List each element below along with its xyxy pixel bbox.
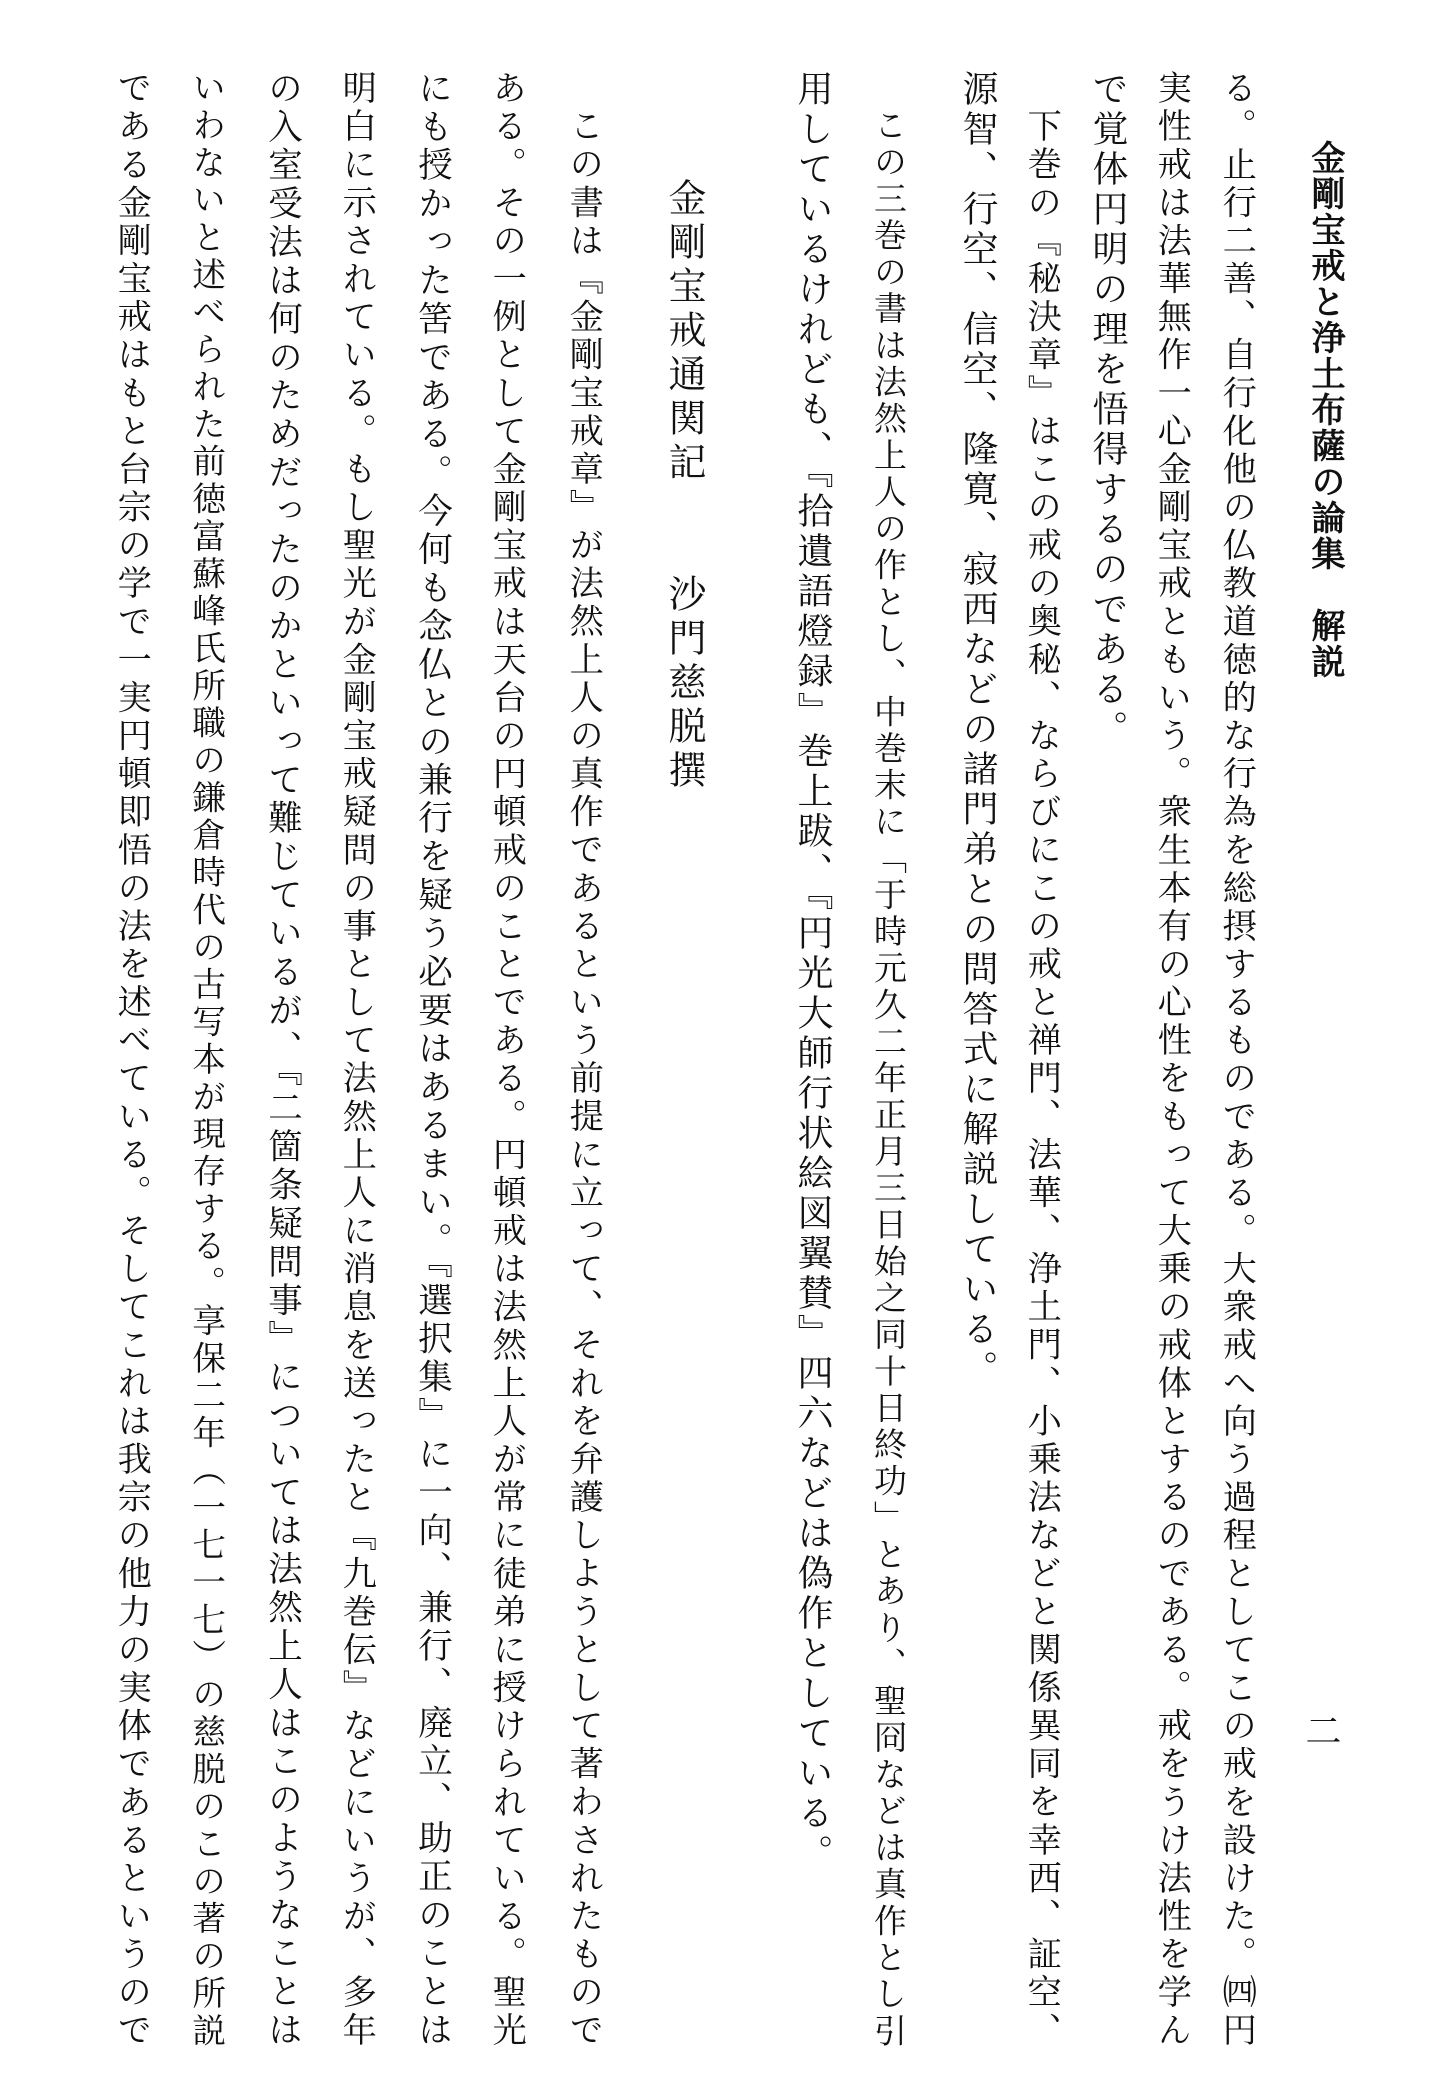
body-line: で覚体円明の理を悟得するのである。 (1087, 70, 1128, 750)
body-line: る。止行二善、自行化他の仏教道徳的な行為を総摂するものである。大衆戒へ向う過程としてこの戒を設けた。㈣円 (1216, 70, 1257, 2051)
running-header-title: 金剛宝戒と浄土布薩の論集 解説 (1305, 140, 1345, 680)
body-line: の入室受法は何のためだったのかといって難じているが、『二箇条疑問事』については法然上人はこのようなことは (261, 70, 302, 2051)
body-line: にも授かった筈である。今何も念仏との兼行を疑う必要はあるまい。『選択集』に一向、兼行、廃立、助正のことは (411, 70, 452, 2051)
body-line: この三巻の書は法然上人の作とし、中巻末に「于時元久二年正月三日始之同十日終功」とあり、聖冏などは真作とし引 (868, 108, 908, 2050)
body-line: 実性戒は法華無作一心金剛宝戒ともいう。衆生本有の心性をもって大乗の戒体とするのである。戒をうけ法性を学ん (1151, 70, 1192, 2051)
body-line: 明白に示されている。もし聖光が金剛宝戒疑問の事として法然上人に消息を送ったと『九巻伝』などにいうが、多年 (336, 70, 377, 2051)
body-line: である金剛宝戒はもと台宗の学で一実円頓即悟の法を述べている。そしてこれは我宗の他力の実体であるというので (111, 70, 152, 2051)
section-heading: 金剛宝戒通関記 沙門慈脱撰 (662, 178, 706, 794)
body-line: 用しているけれども、『拾遺語燈録』巻上跋、『円光大師行状絵図翼賛』四六などは偽作としている。 (792, 70, 833, 1874)
body-line: ある。その一例として金剛宝戒は天台の円頓戒のことである。円頓戒は法然上人が常に徒弟に授けられている。聖光 (486, 70, 527, 2051)
body-line: いわないと述べられた前徳富蘇峰氏所職の鎌倉時代の古写本が現存する。享保二年（一七一七）の慈脱のこの著の所説 (186, 70, 226, 2051)
body-line: 下巻の『秘決章』はこの戒の奥秘、ならびにこの戒と禅門、法華、浄土門、小乗法などと関係異同を幸西、証空、 (1021, 108, 1062, 2051)
page-number: 二 (1300, 1712, 1341, 1748)
body-line: 源智、行空、信空、隆寛、寂西などの諸門弟との問答式に解説している。 (957, 70, 998, 1390)
body-line: この書は『金剛宝戒章』が法然上人の真作であるという前提に立って、それを弁護しようとして著わされたもので (563, 108, 604, 2051)
